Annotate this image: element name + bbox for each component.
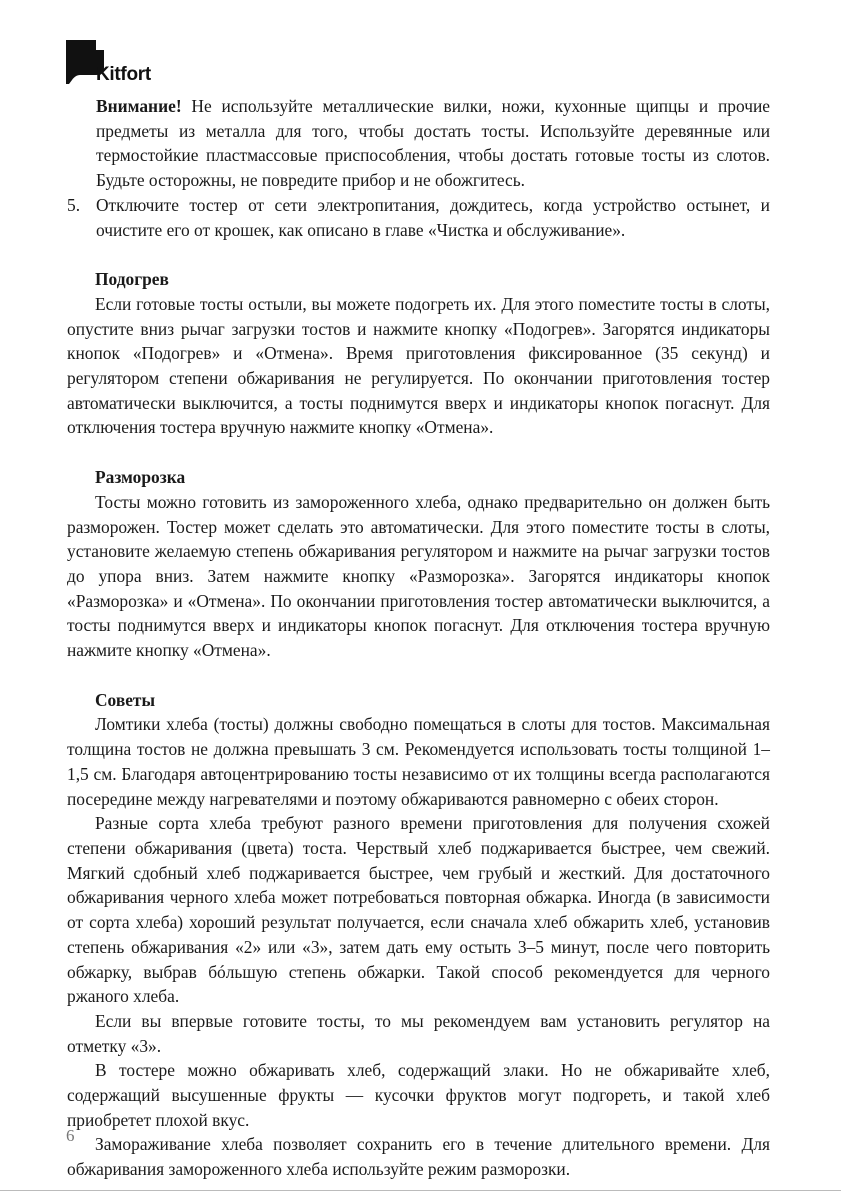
paragraph: Тосты можно готовить из замороженного хлеба, однако предварительно он должен быть разморожен. Тостер может сделать это автоматически. Для этого поместите тосты в слоты, установите желаемую степень обжаривания регулятором и нажмите на рычаг загрузки тостов до упора вниз. Затем нажмите кнопку «Разморозка». Загорятся индикаторы кнопок «Разморозка» и «Отмена». По окончании приготовления тостер автоматически выключится, а тосты поднимутся вверх и индикаторы кнопок погаснут. Для отключения тостера вручную нажмите кнопку «Отмена».	[67, 491, 770, 661]
paragraph: Ломтики хлеба (тосты) должны свободно помещаться в слоты для тостов. Максимальная толщина тостов не должна превышать 3 см. Рекомендуется использовать тосты толщиной 1–1,5 см. Благодаря автоцентрированию тосты независимо от их толщины всегда располагаются посередине между нагревателями и поэтому обжариваются равномерно с обеих сторон.	[67, 714, 770, 809]
paragraph: Замораживание хлеба позволяет сохранить его в течение длительного времени. Для обжаривания замороженного хлеба используйте режим разморозки.	[67, 1134, 770, 1180]
list-item	[67, 193, 770, 242]
warning-paragraph	[67, 94, 770, 193]
page-number: 6	[66, 1126, 75, 1145]
section-heading-reheat: Подогрев	[95, 269, 169, 290]
paragraph: Если вы впервые готовите тосты, то мы рекомендуем вам установить регулятор на отметку «3».	[67, 1010, 770, 1056]
section-heading-defrost: Разморозка	[95, 467, 186, 488]
paragraph: Если готовые тосты остыли, вы можете подогреть их. Для этого поместите тосты в слоты, опустите вниз рычаг загрузки тостов и нажмите кнопку «Подогрев». Загорятся индикаторы кнопок «Подогрев» и «Отмена». Время приготовления фиксированное (35 секунд) и регулятором степени обжаривания не регулируется. По окончании приготовления тостер автоматически выключится, а тосты поднимутся вверх и индикаторы кнопок погаснут. Для отключения тостера вручную нажмите кнопку «Отмена».	[67, 293, 770, 438]
list-item-number: 5.	[67, 194, 81, 215]
warning-text: Не используйте металлические вилки, ножи, кухонные щипцы и прочие предметы из металла для того, чтобы достать тосты. Используйте деревянные или термостойкие пластмассовые приспособления, чтобы достать готовые тосты из слотов. Будьте осторожны, не повредите прибор и не обожгитесь.	[96, 96, 770, 191]
brand-name: Kitfort	[96, 64, 151, 85]
bottom-divider	[0, 1190, 841, 1191]
warning-label: Внимание!	[96, 96, 182, 116]
paragraph: В тостере можно обжаривать хлеб, содержащий злаки. Но не обжаривайте хлеб, содержащий высушенные фрукты — кусочки фруктов могут подгореть, и такой хлеб приобретет плохой вкус.	[67, 1060, 770, 1130]
list-item-text: Отключите тостер от сети электропитания, дождитесь, когда устройство остынет, и очистите его от крошек, как описано в главе «Чистка и обслуживание».	[96, 194, 770, 240]
paragraph: Разные сорта хлеба требуют разного времени приготовления для получения схожей степени обжаривания (цвета) тоста. Черствый хлеб поджаривается быстрее, чем свежий. Мягкий сдобный хлеб поджаривается быстрее, чем грубый и жесткий. Для достаточного обжаривания черного хлеба может потребоваться повторная обжарка. Иногда (в зависимости от сорта хлеба) хороший результат получается, если сначала хлеб обжарить хлеб, установив степень обжаривания «2» или «3», затем дать ему остыть 3–5 минут, после чего повторить обжарку, выбрав бóльшую степень обжарки. Такой способ рекомендуется для черного ржаного хлеба.	[67, 813, 770, 1007]
section-heading-tips: Советы	[95, 689, 156, 710]
page-content	[67, 94, 770, 1182]
brand-logo	[66, 40, 176, 90]
